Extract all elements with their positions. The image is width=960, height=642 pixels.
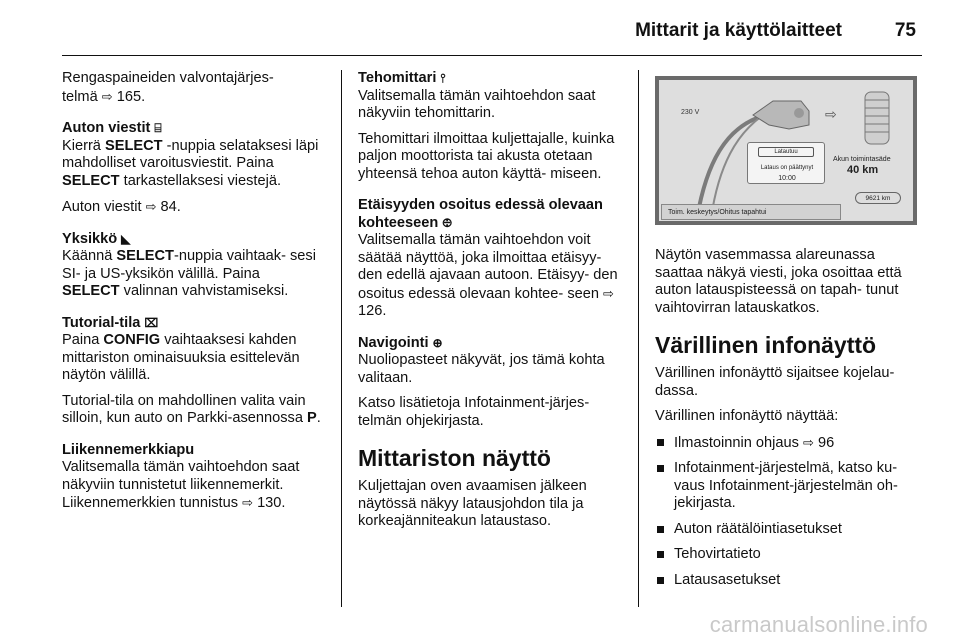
section-title: Tehomittari (358, 70, 437, 86)
range-label: Akun toimintasäde (833, 156, 891, 163)
figure-screen (659, 80, 913, 221)
tutorial-note: Tutorial-tila on mahdollinen valita vain silloin, kun auto on Parkki-asennossa P. (62, 392, 321, 426)
column-left (62, 70, 330, 521)
header-rule (62, 55, 922, 56)
heading-varillinen-infonaytto: Värillinen infonäyttö (655, 332, 877, 358)
intro-paragraph: Rengaspaineiden valvontajärjes- telmä ⇨ 165. (62, 70, 274, 105)
select-knob-label: SELECT (62, 172, 120, 189)
page-reference[interactable]: 84. (160, 199, 181, 215)
reference-arrow-icon: ⇨ (803, 434, 814, 450)
charging-time: 10:00 (778, 175, 796, 182)
figure-caption: Näytön vasemmassa alareunassa saattaa näkyä viesti, joka osoittaa että auton latauspisteessä on tapah- tunut vaihtovirran latauskatkos. (655, 247, 902, 316)
select-knob-label: SELECT (105, 137, 163, 154)
section-etaisyys: Etäisyyden osoitus edessä olevaan kohteeseen ⨸ Valitsemalla tämän vaihtoehdon voit säätää näyttöä, joka ilmoittaa etäisyy- den edellä ajavaan autoon. Etäisyy- den osoitus edessä olevaan kohtee- seen ⇨ 126. (358, 197, 618, 319)
section-title: Etäisyyden osoitus edessä olevaan kohteeseen (358, 197, 603, 231)
select-knob-label: SELECT (116, 248, 174, 264)
charging-plug-icon (749, 95, 819, 135)
tutorial-icon: ⌧ (144, 315, 159, 330)
auton-viestit-reference: Auton viestit ⇨ 84. (62, 199, 181, 215)
list-item: Latausasetukset (655, 572, 920, 590)
tehomittari-description: Tehomittari ilmoittaa kuljettajalle, kuinka paljon moottorista tai akusta otetaan yhteensä tehoa auton käyttä- miseen. (358, 130, 615, 182)
navigation-icon: ⊕ (432, 335, 443, 350)
list-item: Ilmastoinnin ohjaus ⇨ 96 (655, 434, 920, 453)
range-value: 40 km (847, 164, 879, 176)
page-reference[interactable]: 165. (116, 88, 146, 105)
column-middle (358, 70, 626, 539)
charging-display-figure (655, 76, 917, 225)
section-tutorial: Tutorial-tila ⌧ Paina CONFIG vaihtaaksesi kahden mittariston ominaisuuksia esittelevän näytön välillä. (62, 314, 300, 383)
list-item: Infotainment-järjestelmä, katso ku- vaus Infotainment-järjestelmän oh- jekirjasta. (655, 460, 920, 513)
list-item: Tehovirtatieto (655, 546, 920, 564)
section-auton-viestit: Auton viestit ⌸ Kierrä SELECT -nuppia selataksesi läpi mahdolliset varoitusviestit. Paina SELECT tarkastellaksesi viestejä. (62, 120, 319, 189)
list-item: Auton räätälöintiasetukset (655, 521, 920, 539)
reference-arrow-icon: ⇨ (101, 88, 113, 104)
distance-icon: ⨸ (442, 215, 452, 230)
power-meter-icon: ⫯ (440, 71, 446, 85)
status-message: Toim. keskeytys/Ohitus tapahtui (661, 204, 841, 220)
reference-arrow-icon: ⇨ (603, 285, 614, 301)
section-liikennemerkkiapu: Liikennemerkkiapu Valitsemalla tämän vaihtoehdon saat näkyviin tunnistetut liikennemerkit. Liikennemerkkien tunnistus ⇨ 130. (62, 442, 330, 513)
unit-icon: ◣ (121, 231, 131, 246)
reference-arrow-icon: ⇨ (145, 199, 157, 214)
section-navigointi: Navigointi ⊕ Nuoliopasteet näkyvät, jos tämä kohta valitaan. (358, 334, 605, 386)
navigointi-note: Katso lisätietoja Infotainment-järjes- telmän ohjekirjasta. (358, 395, 590, 429)
infonaytto-list (655, 434, 920, 590)
charging-complete-label: Lataus on päättynyt (760, 165, 814, 171)
park-position-label: P (307, 410, 317, 426)
column-divider-1 (341, 70, 342, 607)
section-title: Navigointi (358, 334, 429, 351)
watermark: carmanualsonline.info (709, 612, 928, 637)
section-title: Liikennemerkkiapu (62, 441, 195, 458)
section-title: Yksikkö (62, 230, 118, 247)
page-reference[interactable]: 96 (817, 434, 835, 451)
battery-coil-icon (859, 88, 895, 148)
voltage-label: 230 V (681, 109, 700, 116)
message-icon: ⌸ (154, 121, 162, 135)
reference-arrow-icon: ⇨ (242, 495, 253, 510)
config-button-label: CONFIG (103, 332, 161, 348)
charging-status-box (747, 142, 825, 184)
section-tehomittari: Tehomittari ⫯ Valitsemalla tämän vaihtoehdon saat näkyviin tehomittarin. (358, 70, 596, 121)
page-reference[interactable]: 126. (358, 303, 387, 319)
column-right (655, 70, 920, 597)
infonaytto-location: Värillinen infonäyttö sijaitsee kojelau- dassa. (655, 365, 895, 399)
mittaristo-description: Kuljettajan oven avaamisen jälkeen näytössä näkyy latausjohdon tila ja korkeajänniteakun lataustaso. (358, 478, 587, 529)
page-reference[interactable]: 130. (257, 495, 286, 511)
section-title: Auton viestit (62, 120, 151, 136)
page-number: 75 (894, 20, 916, 41)
header-title: Mittarit ja käyttölaitteet (635, 20, 842, 41)
odometer: 9621 km (855, 192, 901, 204)
flow-arrow-icon: ⇨ (825, 106, 837, 122)
charging-button: Latautuu (758, 147, 814, 157)
select-knob-label: SELECT (62, 283, 120, 299)
section-title: Tutorial-tila (62, 314, 141, 331)
section-yksikko: Yksikkö ◣ Käännä SELECT-nuppia vaihtaak- sesi SI- ja US-yksikön välillä. Paina SELECT valinnan vahvistamiseksi. (62, 230, 316, 299)
column-divider-2 (638, 70, 639, 607)
heading-mittariston-naytto: Mittariston näyttö (358, 445, 551, 471)
infonaytto-shows: Värillinen infonäyttö näyttää: (655, 408, 839, 424)
page-header (0, 0, 960, 55)
